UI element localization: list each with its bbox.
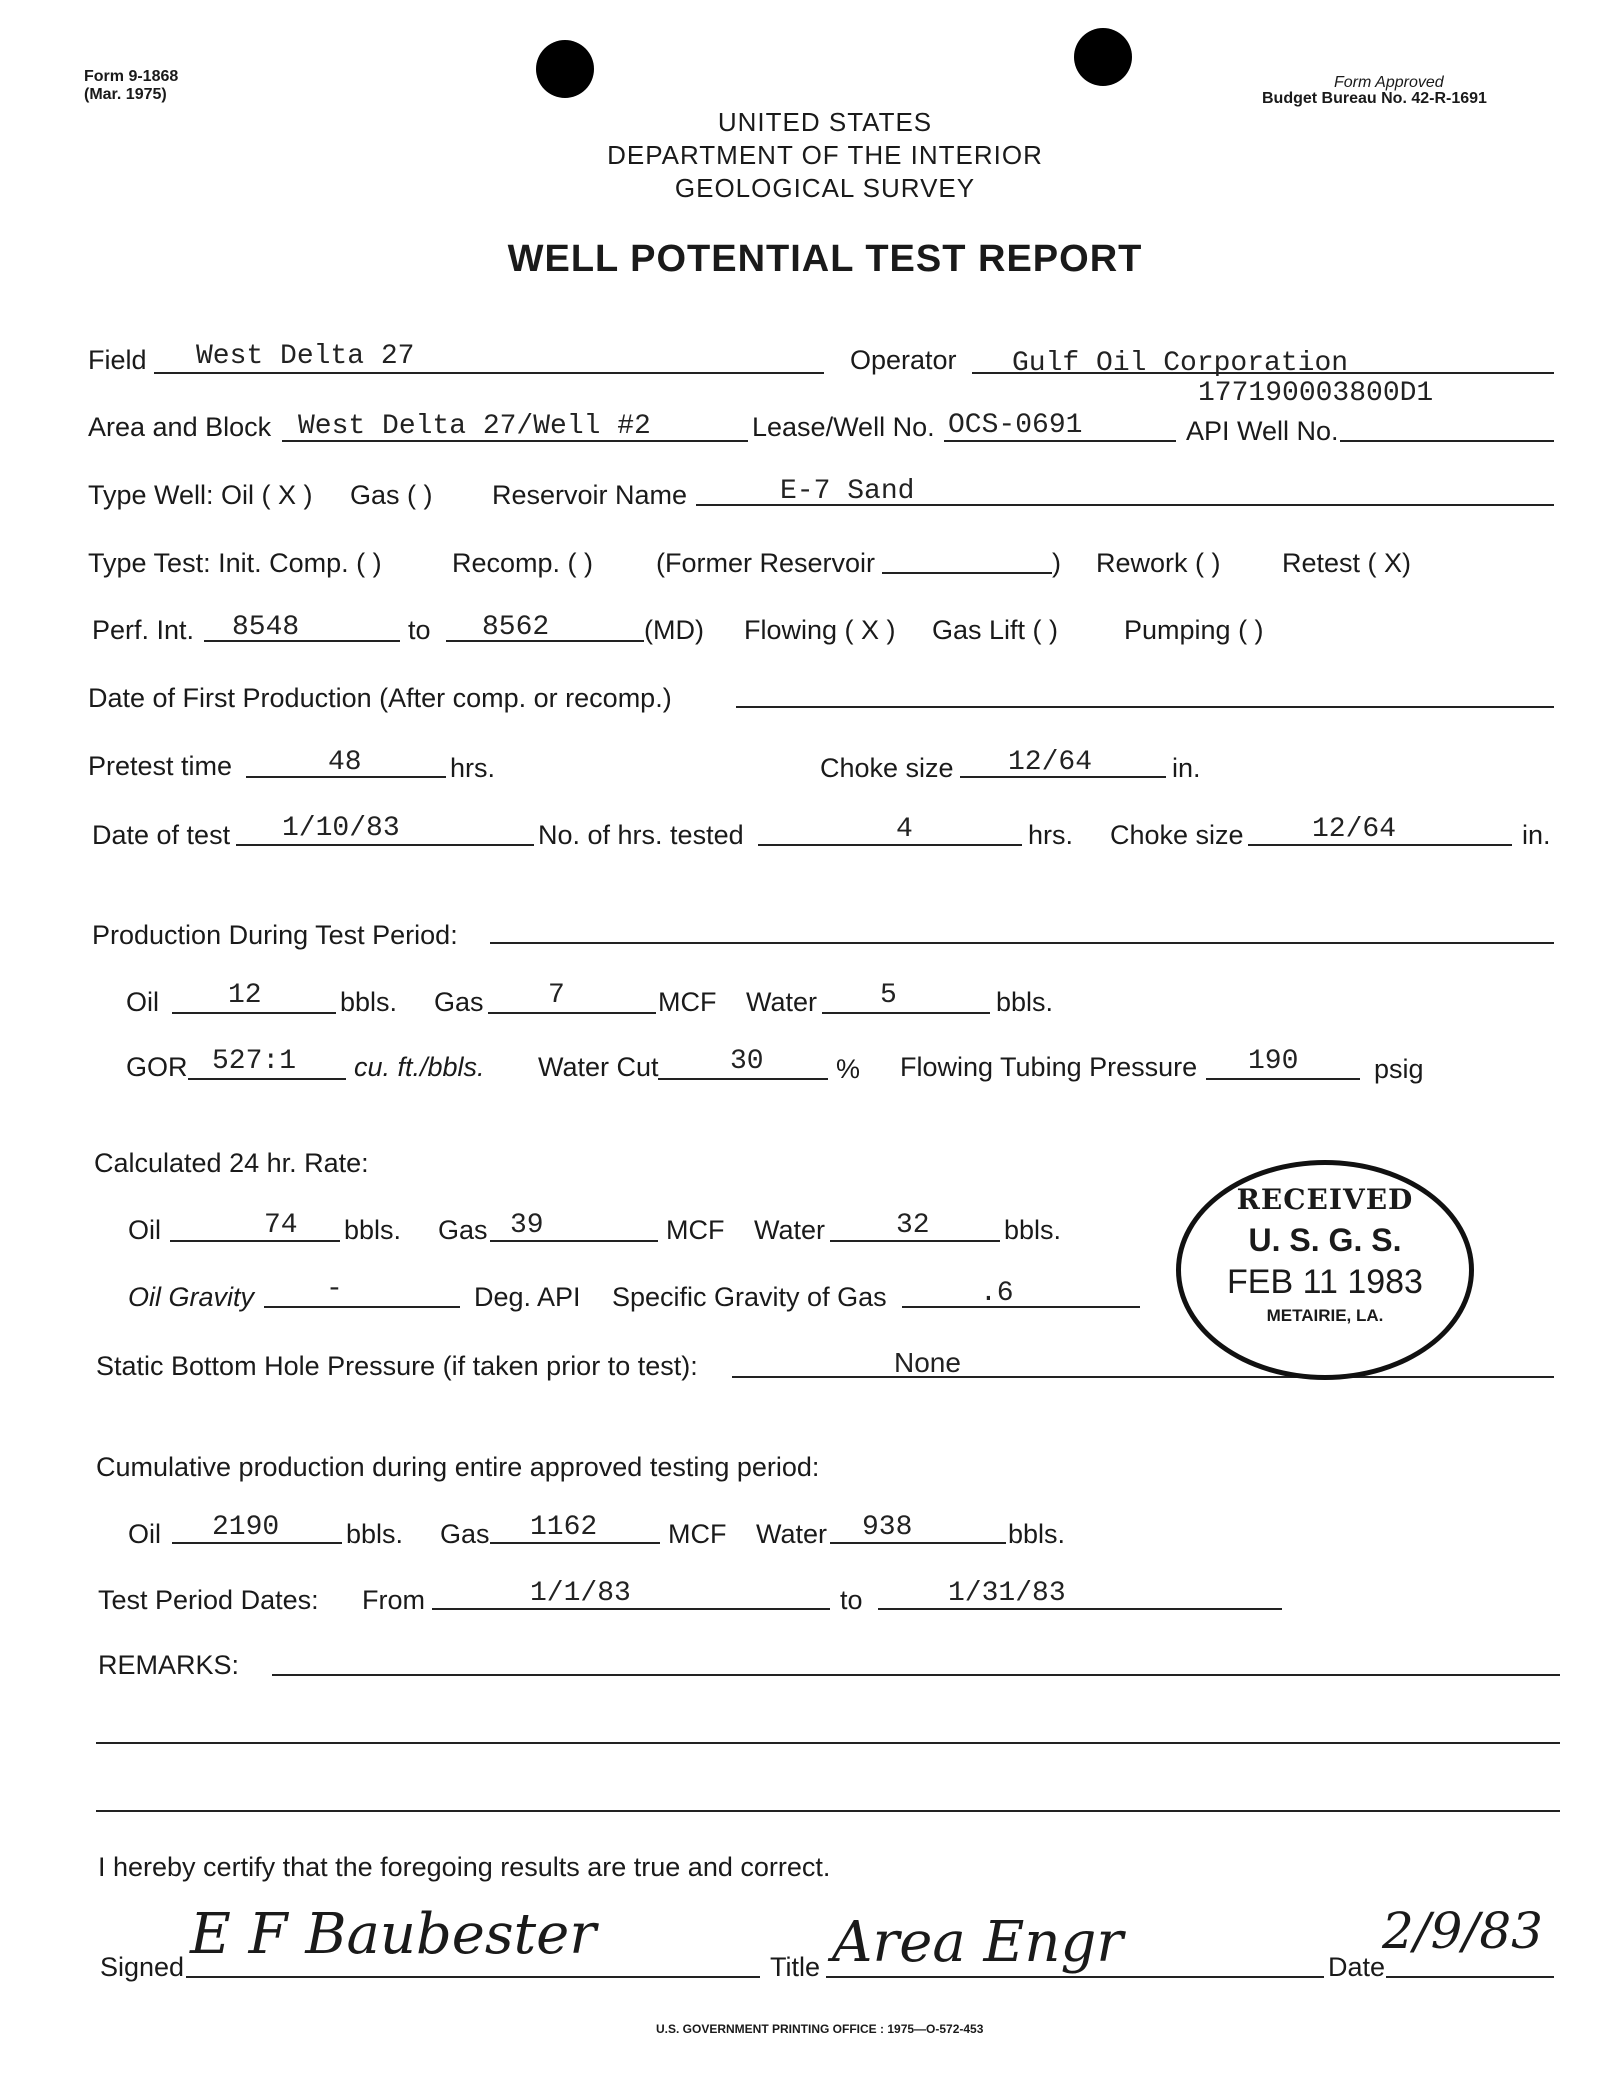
stamp-date: FEB 11 1983 xyxy=(1227,1263,1423,1301)
sg-gas-value: .6 xyxy=(980,1278,1014,1309)
production-period-line xyxy=(490,942,1554,944)
agency-line-3: GEOLOGICAL SURVEY xyxy=(674,173,976,203)
sbhp-value: None xyxy=(894,1347,961,1378)
oil-gravity-label: Oil Gravity xyxy=(128,1282,255,1312)
production-period-label: Production During Test Period: xyxy=(92,920,458,950)
cum-oil-label: Oil xyxy=(128,1519,161,1549)
former-reservoir-line xyxy=(882,572,1052,574)
sbhp-line xyxy=(732,1376,1554,1378)
form-revision: (Mar. 1975) xyxy=(84,86,167,103)
period-from-line xyxy=(432,1608,830,1610)
former-reservoir-label: (Former Reservoir xyxy=(656,548,876,578)
water-cut-label: Water Cut xyxy=(538,1052,659,1082)
first-production-label: Date of First Production (After comp. or recomp.) xyxy=(88,683,672,713)
water-cut-value: 30 xyxy=(730,1046,764,1077)
first-production-line xyxy=(736,706,1554,708)
period-to-line xyxy=(878,1608,1282,1610)
punch-hole-right xyxy=(1074,28,1132,86)
remarks-line-3 xyxy=(96,1810,1560,1812)
cum-water-label: Water xyxy=(756,1519,828,1549)
pretest-hrs-label: hrs. xyxy=(450,753,496,783)
pretest-choke-label: Choke size xyxy=(820,753,954,783)
remarks-line-2 xyxy=(96,1742,1560,1744)
gor-label: GOR xyxy=(126,1052,188,1082)
hrs-tested-unit: hrs. xyxy=(1028,820,1074,850)
test-gas-value: 7 xyxy=(548,980,565,1011)
oil-gravity-line xyxy=(264,1306,460,1308)
date-label: Date xyxy=(1328,1952,1386,1982)
certify-statement: I hereby certify that the foregoing results are true and correct. xyxy=(98,1852,831,1882)
agency-line-2: DEPARTMENT OF THE INTERIOR xyxy=(607,140,1043,170)
test-water-value: 5 xyxy=(880,980,897,1011)
gas-lift-label: Gas Lift ( ) xyxy=(932,615,1059,645)
former-reservoir-close: ) xyxy=(1052,548,1061,578)
gor-unit: cu. ft./bbls. xyxy=(354,1052,485,1082)
pretest-choke-in-label: in. xyxy=(1172,753,1201,783)
period-to-value: 1/31/83 xyxy=(948,1578,1066,1609)
rate-oil-value: 74 xyxy=(264,1210,298,1241)
deg-api-label: Deg. API xyxy=(474,1282,581,1312)
hrs-tested-label: No. of hrs. tested xyxy=(538,820,744,850)
pumping-label: Pumping ( ) xyxy=(1124,615,1264,645)
gas-checkbox-label: Gas ( ) xyxy=(350,480,433,510)
gor-value: 527:1 xyxy=(212,1046,297,1077)
date-of-test-label: Date of test xyxy=(92,820,231,850)
perf-to-value: 8562 xyxy=(482,612,550,643)
test-choke-value: 12/64 xyxy=(1312,814,1397,845)
period-to-label: to xyxy=(840,1585,863,1615)
date-of-test-value: 1/10/83 xyxy=(282,813,400,844)
perf-to-label: to xyxy=(408,615,431,645)
rework-label: Rework ( ) xyxy=(1096,548,1221,578)
received-stamp xyxy=(1176,1160,1474,1380)
test-gas-line xyxy=(488,1012,656,1014)
md-label: (MD) xyxy=(644,615,704,645)
test-period-label: Test Period Dates: xyxy=(98,1585,319,1615)
sbhp-label: Static Bottom Hole Pressure (if taken prior to test): xyxy=(96,1351,698,1381)
ftp-label: Flowing Tubing Pressure xyxy=(900,1052,1198,1082)
signed-label: Signed xyxy=(100,1952,185,1982)
title-handwritten: Area Engr xyxy=(832,1910,1124,1975)
api-well-line xyxy=(1340,440,1554,442)
field-line xyxy=(154,372,824,374)
period-from-value: 1/1/83 xyxy=(530,1578,631,1609)
pretest-time-value: 48 xyxy=(328,747,362,778)
operator-value: Gulf Oil Corporation xyxy=(1012,348,1349,379)
perf-int-label: Perf. Int. xyxy=(92,615,195,645)
ftp-line xyxy=(1206,1078,1360,1080)
retest-label: Retest ( X) xyxy=(1282,548,1412,578)
title-label: Title xyxy=(770,1952,821,1982)
signature: E F Baubester xyxy=(190,1902,597,1967)
type-well-label: Type Well: Oil ( X ) xyxy=(88,480,313,510)
test-oil-label: Oil xyxy=(126,987,159,1017)
period-from-label: From xyxy=(362,1585,425,1615)
pretest-time-label: Pretest time xyxy=(88,751,233,781)
date-line xyxy=(1386,1976,1554,1978)
test-water-label: Water xyxy=(746,987,818,1017)
signed-line xyxy=(186,1976,760,1978)
water-cut-line xyxy=(658,1078,828,1080)
reservoir-name-value: E-7 Sand xyxy=(780,476,915,507)
gor-line xyxy=(188,1078,346,1080)
rate-water-label: Water xyxy=(754,1215,826,1245)
rate-gas-value: 39 xyxy=(510,1210,544,1241)
cum-gas-value: 1162 xyxy=(530,1512,598,1543)
ftp-value: 190 xyxy=(1248,1046,1299,1077)
lease-well-label: Lease/Well No. xyxy=(752,412,935,442)
hrs-tested-line xyxy=(758,844,1022,846)
test-oil-line xyxy=(172,1012,336,1014)
test-oil-unit: bbls. xyxy=(340,987,398,1017)
rate-oil-unit: bbls. xyxy=(344,1215,402,1245)
rate-oil-label: Oil xyxy=(128,1215,161,1245)
pretest-choke-value: 12/64 xyxy=(1008,747,1093,778)
lease-well-value: OCS-0691 xyxy=(948,410,1083,441)
date-handwritten: 2/9/83 xyxy=(1382,1902,1543,1960)
budget-bureau-no: Budget Bureau No. 42-R-1691 xyxy=(1262,90,1487,107)
oil-gravity-value: - xyxy=(326,1274,343,1305)
water-cut-unit: % xyxy=(836,1054,861,1084)
rate-water-unit: bbls. xyxy=(1004,1215,1062,1245)
test-choke-in-label: in. xyxy=(1522,820,1551,850)
report-title: WELL POTENTIAL TEST REPORT xyxy=(507,238,1143,280)
recomp-label: Recomp. ( ) xyxy=(452,548,594,578)
printing-office-footer: U.S. GOVERNMENT PRINTING OFFICE : 1975—O-572-453 xyxy=(656,2022,984,2036)
test-choke-label: Choke size xyxy=(1110,820,1244,850)
cum-water-unit: bbls. xyxy=(1008,1519,1066,1549)
test-water-unit: bbls. xyxy=(996,987,1054,1017)
flowing-label: Flowing ( X ) xyxy=(744,615,896,645)
cum-gas-label: Gas xyxy=(440,1519,490,1549)
api-number-value: 177190003800D1 xyxy=(1198,378,1434,409)
test-gas-label: Gas xyxy=(434,987,484,1017)
field-value: West Delta 27 xyxy=(196,341,415,372)
form-approved: Form Approved xyxy=(1334,74,1444,91)
sg-gas-label: Specific Gravity of Gas xyxy=(612,1282,887,1312)
agency-line-1: UNITED STATES xyxy=(717,107,933,137)
cum-water-value: 938 xyxy=(862,1512,913,1543)
stamp-location: METAIRIE, LA. xyxy=(1266,1306,1384,1325)
stamp-usgs: U. S. G. S. xyxy=(1248,1222,1402,1258)
cum-gas-unit: MCF xyxy=(668,1519,727,1549)
remarks-label: REMARKS: xyxy=(98,1650,240,1680)
rate-gas-unit: MCF xyxy=(666,1215,725,1245)
area-block-label: Area and Block xyxy=(88,412,272,442)
date-of-test-line xyxy=(236,844,534,846)
sg-gas-line xyxy=(902,1306,1140,1308)
test-oil-value: 12 xyxy=(228,980,262,1011)
remarks-line-1 xyxy=(272,1674,1560,1676)
stamp-received: RECEIVED xyxy=(1236,1183,1414,1216)
calc-24-label: Calculated 24 hr. Rate: xyxy=(94,1148,369,1178)
form-number: Form 9-1868 xyxy=(84,68,179,85)
cumulative-label: Cumulative production during entire approved testing period: xyxy=(96,1452,820,1482)
reservoir-name-label: Reservoir Name xyxy=(492,480,688,510)
rate-gas-label: Gas xyxy=(438,1215,488,1245)
rate-oil-line xyxy=(170,1240,340,1242)
rate-water-value: 32 xyxy=(896,1210,930,1241)
api-well-label: API Well No. xyxy=(1186,416,1339,446)
cum-oil-unit: bbls. xyxy=(346,1519,404,1549)
ftp-unit: psig xyxy=(1374,1054,1424,1084)
title-line xyxy=(826,1976,1324,1978)
hrs-tested-value: 4 xyxy=(896,814,913,845)
cum-water-line xyxy=(830,1542,1006,1544)
test-gas-unit: MCF xyxy=(658,987,717,1017)
cum-oil-value: 2190 xyxy=(212,1512,280,1543)
punch-hole-left xyxy=(536,40,594,98)
type-test-label: Type Test: Init. Comp. ( ) xyxy=(88,548,382,578)
test-water-line xyxy=(822,1012,990,1014)
operator-label: Operator xyxy=(850,345,957,375)
perf-from-value: 8548 xyxy=(232,612,300,643)
area-block-value: West Delta 27/Well #2 xyxy=(298,411,651,442)
field-label: Field xyxy=(88,345,147,375)
